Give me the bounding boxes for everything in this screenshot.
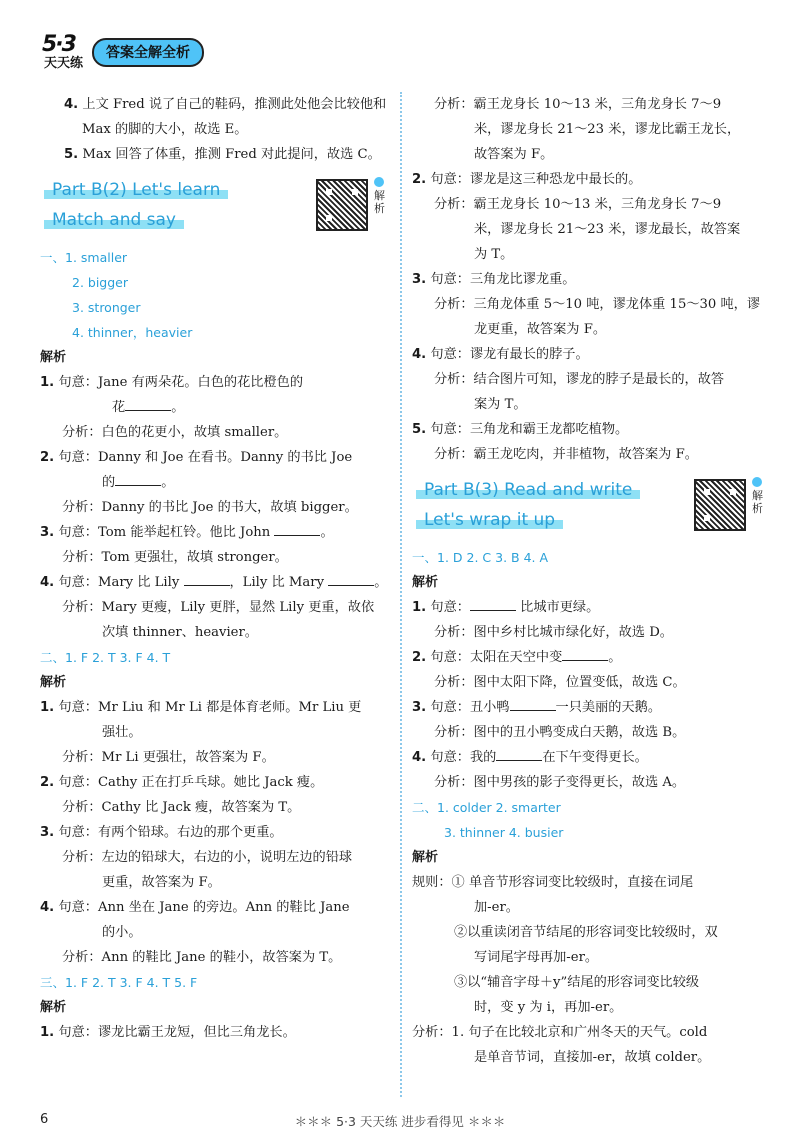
page-number: 6 [40,1112,49,1127]
qr-label: 解析 [752,477,764,515]
list-item: 2. 句意：Cathy 正在打乒乓球。她比 Jack 瘦。 [40,775,324,790]
list-item: 2. 句意：Danny 和 Joe 在看书。Danny 的书比 Joe [40,450,353,465]
section-heading [412,475,762,539]
rule-text-cont: 时，变 y 为 i，再加-er。 [474,1000,623,1015]
analysis-text-cont: 次填 thinner、heavier。 [102,625,258,640]
analysis-text: 分析：图中乡村比城市绿化好，故选 D。 [434,625,673,640]
rule-text: ②以重读闭音节结尾的形容词变比较级时，双 [454,925,718,940]
analysis-text: 分析：霸王龙身长 10～13 米，三角龙身长 7～9 [434,197,722,212]
analysis-text: 分析：Tom 更强壮，故填 stronger。 [62,550,288,565]
rule-text-cont: 加-er。 [474,900,519,915]
analysis-text: 分析：霸王龙身长 10～13 米，三角龙身长 7～9 [434,97,722,112]
section-heading [40,175,388,239]
qr-label: 解析 [374,177,386,215]
list-item-cont: 花 。 [40,395,388,420]
analysis-text-cont: 是单音节词，直接加-er，故填 colder。 [474,1050,711,1065]
list-item: 2. 句意：太阳在天空中变 。 [412,645,762,670]
right-column [412,92,762,1070]
list-item: 5. Max 回答了体重，推测 Fred 对此提问，故选 C。 [64,147,381,162]
answer-item: 3. stronger [72,300,141,315]
logo-number: 5·3 [42,32,75,57]
analysis-heading: 解析 [412,575,439,590]
analysis-text: 分析：图中男孩的影子变得更长，故选 A。 [434,775,686,790]
answer-item: 2. bigger [72,275,129,290]
brand-logo [40,32,90,72]
answers-part2: 二、1. F 2. T 3. F 4. T [40,650,171,665]
analysis-text: 分析：霸王龙吃肉，并非植物，故答案为 F。 [434,447,698,462]
analysis-heading: 解析 [412,850,439,865]
analysis-heading: 解析 [40,675,67,690]
list-item: 3. 句意：Tom 能举起杠铃。他比 John 。 [40,520,388,545]
footer-slogan: ＊＊＊ 5·3 天天练 进步看得见 ＊＊＊ [294,1114,506,1129]
list-item: 3. 句意：有两个铅球。右边的那个更重。 [40,825,283,840]
column-divider [400,92,402,1097]
analysis-heading: 解析 [40,1000,67,1015]
logo-text: 天天练 [44,56,84,71]
list-item: 1. 句意：谬龙比霸王龙短，但比三角龙长。 [40,1025,296,1040]
analysis-text: 分析：Mary 更瘦，Lily 更胖，显然 Lily 更重，故依 [62,600,375,615]
section-title-line1: Part B(2) Let's learn [44,179,228,201]
section-title-line1: Part B(3) Read and write [416,479,640,501]
analysis-text: 分析：1. 句子在比较北京和广州冬天的天气。cold [412,1025,708,1040]
answers-part1: 一、1. D 2. C 3. B 4. A [412,550,549,565]
section-title-line2: Match and say [44,209,184,231]
analysis-text: 分析：Cathy 比 Jack 瘦，故答案为 T。 [62,800,301,815]
play-icon [752,477,762,487]
play-icon [374,177,384,187]
list-item: 1. 句意： 比城市更绿。 [412,595,762,620]
section-title-line2: Let's wrap it up [416,509,563,531]
rule-text: 规则：① 单音节形容词变比较级时，直接在词尾 [412,875,694,890]
answers-part1: 一、1. smaller [40,250,128,265]
analysis-text-cont: 龙更重，故答案为 F。 [474,322,607,337]
list-item: 3. 句意：三角龙比谬龙重。 [412,272,576,287]
analysis-heading: 解析 [40,350,67,365]
analysis-text: 分析：白色的花更小，故填 smaller。 [62,425,288,440]
list-item: 1. 句意：Mr Liu 和 Mr Li 都是体育老师。Mr Liu 更 [40,700,362,715]
list-item: 4. 句意：Ann 坐在 Jane 的旁边。Ann 的鞋比 Jane [40,900,350,915]
answer-item: 4. thinner，heavier [72,325,193,340]
analysis-text-cont: 米，谬龙身长 21～23 米，谬龙比霸王龙长， [474,122,741,137]
qr-code-icon[interactable] [694,479,746,531]
left-column [40,92,388,1045]
answer-item: 3. thinner 4. busier [444,825,564,840]
list-item: 4. 句意：Mary 比 Lily ，Lily 比 Mary 。 [40,570,388,595]
analysis-text: 分析：左边的铅球大，右边的小，说明左边的铅球 [62,850,353,865]
analysis-text-cont: 更重，故答案为 F。 [102,875,221,890]
analysis-text: 分析：图中的丑小鸭变成白天鹅，故选 B。 [434,725,686,740]
list-item: 1. 句意：Jane 有两朵花。白色的花比橙色的 [40,375,304,390]
page-header [40,32,204,72]
analysis-text-cont: 为 T。 [474,247,514,262]
list-item-cont: 的小。 [102,925,142,940]
list-item: 3. 句意：丑小鸭 一只美丽的天鹅。 [412,695,762,720]
rule-text-cont: 写词尾字母再加-er。 [474,950,599,965]
answers-part3: 三、1. F 2. T 3. F 4. T 5. F [40,975,198,990]
analysis-text-cont: 故答案为 F。 [474,147,554,162]
analysis-text-cont: 案为 T。 [474,397,527,412]
analysis-text: 分析：结合图片可知，谬龙的脖子是最长的，故答 [434,372,725,387]
analysis-text: 分析：Danny 的书比 Joe 的书大，故填 bigger。 [62,500,358,515]
list-item: 4. 句意：谬龙有最长的脖子。 [412,347,589,362]
list-item-cont: 的 。 [40,470,388,495]
list-item-cont: 强壮。 [102,725,142,740]
list-item: 2. 句意：谬龙是这三种恐龙中最长的。 [412,172,642,187]
analysis-text: 分析：图中太阳下降，位置变低，故选 C。 [434,675,686,690]
analysis-text-cont: 米，谬龙身长 21～23 米，谬龙最长，故答案 [474,222,741,237]
analysis-text: 分析：Mr Li 更强壮，故答案为 F。 [62,750,275,765]
rule-text: ③以“辅音字母＋y”结尾的形容词变比较级 [454,975,700,990]
header-banner: 答案全解全析 [92,38,204,67]
analysis-text: 分析：Ann 的鞋比 Jane 的鞋小，故答案为 T。 [62,950,342,965]
qr-code-icon[interactable] [316,179,368,231]
list-item: 5. 句意：三角龙和霸王龙都吃植物。 [412,422,629,437]
list-item: 4. 上文 Fred 说了自己的鞋码，推测此处他会比较他和 Max 的脚的大小，故选 E。 [64,97,387,137]
list-item: 4. 句意：我的 在下午变得更长。 [412,745,762,770]
answers-part2: 二、1. colder 2. smarter [412,800,561,815]
analysis-text: 分析：三角龙体重 5～10 吨，谬龙体重 15～30 吨，谬 [434,297,761,312]
